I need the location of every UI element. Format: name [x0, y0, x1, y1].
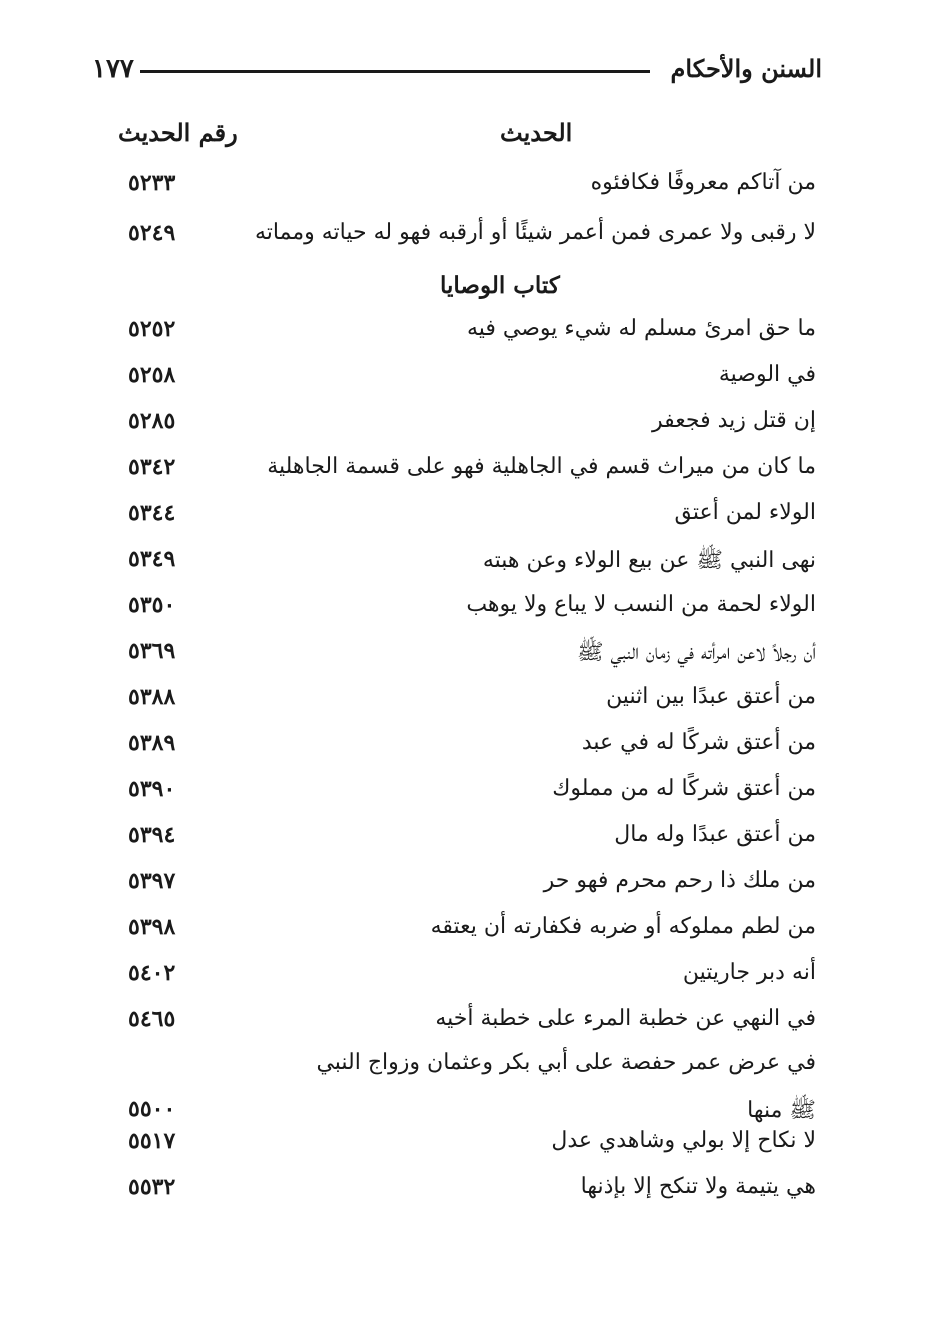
hadith-number: ٥٢٤٩ — [128, 220, 176, 246]
hadith-text: من أعتق شركًا له من مملوك — [552, 776, 816, 801]
hadith-number: ٥٣٦٩ — [128, 638, 176, 664]
hadith-text: أن رجلاً لاعن امرأته في زمان النبي ﷺ — [576, 640, 816, 665]
hadith-text: من ملك ذا رحم محرم فهو حر — [543, 868, 816, 893]
hadith-text-continuation: ﷺ منها — [747, 1098, 816, 1123]
hadith-text: من أعتق شركًا له في عبد — [581, 730, 816, 755]
page-number: ١٧٧ — [92, 54, 134, 84]
hadith-number: ٥٢٥٨ — [128, 362, 176, 388]
hadith-number: ٥٢٥٢ — [128, 316, 176, 342]
hadith-text: ما كان من ميراث قسم في الجاهلية فهو على قسمة الجاهلية — [267, 454, 816, 479]
hadith-text: الولاء لحمة من النسب لا يباع ولا يوهب — [466, 592, 816, 617]
column-header-hadith: الحديث — [500, 118, 573, 147]
hadith-text: الولاء لمن أعتق — [674, 500, 816, 525]
hadith-number: ٥٣٩٧ — [128, 868, 176, 894]
hadith-number: ٥٣٨٩ — [128, 730, 176, 756]
hadith-number: ٥٥٠٠ — [128, 1096, 176, 1122]
section-heading: كتاب الوصايا — [440, 272, 560, 299]
header-rule — [140, 70, 650, 73]
hadith-text: في الوصية — [718, 362, 816, 387]
hadith-number: ٥٥١٧ — [128, 1128, 176, 1154]
hadith-text: أنه دبر جاريتين — [682, 960, 816, 985]
hadith-number: ٥٣٥٠ — [128, 592, 176, 618]
hadith-number: ٥٣٨٨ — [128, 684, 176, 710]
hadith-number: ٥٤٦٥ — [128, 1006, 176, 1032]
hadith-number: ٥٢٨٥ — [128, 408, 176, 434]
hadith-number: ٥٣٤٤ — [128, 500, 176, 526]
hadith-text: لا رقبى ولا عمرى فمن أعمر شيئًا أو أرقبه فهو له حياته ومماته — [255, 220, 816, 245]
hadith-text: هي يتيمة ولا تنكح إلا بإذنها — [580, 1174, 816, 1199]
hadith-text: نهى النبي ﷺ عن بيع الولاء وعن هبته — [482, 548, 816, 573]
hadith-text: لا نكاح إلا بولي وشاهدي عدل — [551, 1128, 816, 1153]
hadith-number: ٥٤٠٢ — [128, 960, 176, 986]
book-title: السنن والأحكام — [670, 54, 822, 83]
hadith-text: ما حق امرئ مسلم له شيء يوصي فيه — [466, 316, 816, 341]
hadith-text: من لطم مملوكه أو ضربه فكفارته أن يعتقه — [430, 914, 816, 939]
running-header — [92, 48, 822, 94]
hadith-text: من آتاكم معروفًا فكافئوه — [590, 170, 816, 195]
hadith-number: ٥٣٩٨ — [128, 914, 176, 940]
hadith-text: من أعتق عبدًا بين اثنين — [606, 684, 816, 709]
hadith-number: ٥٣٩٠ — [128, 776, 176, 802]
hadith-text: من أعتق عبدًا وله مال — [614, 822, 816, 847]
column-header-number: رقم الحديث — [118, 118, 238, 147]
hadith-number: ٥٣٤٩ — [128, 546, 176, 572]
hadith-number: ٥٥٣٢ — [128, 1174, 176, 1200]
hadith-number: ٥٣٤٢ — [128, 454, 176, 480]
hadith-text: في النهي عن خطبة المرء على خطبة أخيه — [435, 1006, 816, 1031]
hadith-number: ٥٣٩٤ — [128, 822, 176, 848]
hadith-text: إن قتل زيد فجعفر — [652, 408, 816, 433]
hadith-number: ٥٢٣٣ — [128, 170, 176, 196]
hadith-text: في عرض عمر حفصة على أبي بكر وعثمان وزواج النبي — [316, 1050, 816, 1075]
